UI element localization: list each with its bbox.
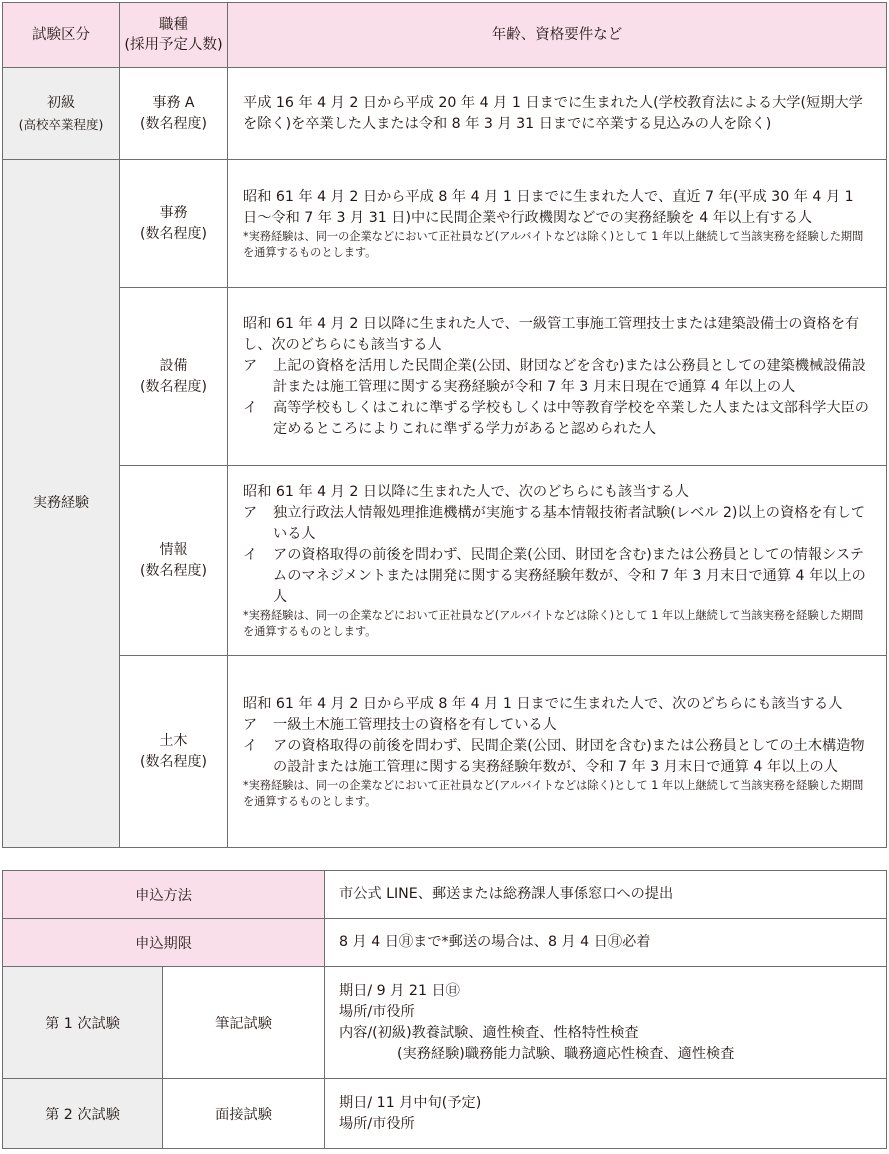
list-item: ア 独立行政法人情報処理推進機構が実施する基本情報技術者試験(レベル 2)以上の資格を有している人 — [243, 505, 866, 542]
application-method-label: 申込方法 — [3, 871, 325, 919]
list-item: ア 一級土木施工管理技士の資格を有している人 — [243, 717, 557, 733]
table-row — [3, 919, 887, 967]
requirements-table — [2, 2, 887, 848]
requirement-jimu: 昭和 61 年 4 月 2 日から平成 8 年 4 月 1 日までに生まれた人で、直近 7 年(平成 30 年 4 月 1 日〜令和 7 年 3 月 31 日)中に民間企業や行政機関などでの実務経験を 4 年以上有する人 *実務経験は、同一の企業などにおいて正社員など(アルバイトなどは除く)として 1 年以上継続して当該実務を経験した期間を通算するものとします。 — [228, 160, 887, 288]
list-item: イ アの資格取得の前後を問わず、民間企業(公団、財団を含む)または公務員としての土木構造物の設計または施工管理に関する実務経験年数が、令和 7 年 3 月末日で通算 4 年以上の人 — [243, 738, 865, 775]
header-requirements: 年齢、資格要件など — [228, 3, 887, 68]
job-jimu-a: 事務 A (数名程度) — [120, 68, 228, 160]
exam1-type: 筆記試験 — [163, 967, 325, 1079]
exam1-label: 第 1 次試験 — [3, 967, 163, 1079]
application-method-value: 市公式 LINE、郵送または総務課人事係窓口への提出 — [325, 871, 887, 919]
category-jitsumu: 実務経験 — [3, 160, 120, 848]
table-row — [3, 656, 887, 848]
table-row — [3, 871, 887, 919]
experience-note: *実務経験は、同一の企業などにおいて正社員など(アルバイトなどは除く)として 1 年以上継続して当該実務を経験した期間を通算するものとします。 — [243, 230, 864, 259]
table-row — [3, 466, 887, 656]
exam2-label: 第 2 次試験 — [3, 1079, 163, 1149]
exam1-details: 期日/ 9 月 21 日㊐ 場所/市役所 内容/(初級)教養試験、適性検査、性格特性検査 (実務経験)職務能力試験、職務適応性検査、適性検査 — [325, 967, 887, 1079]
table-row — [3, 1079, 887, 1149]
header-exam-category: 試験区分 — [3, 3, 120, 68]
table-row — [3, 68, 887, 160]
requirement-setsubi: 昭和 61 年 4 月 2 日以降に生まれた人で、一級管工事施工管理技士または建築設備士の資格を有し、次のどちらにも該当する人 ア 上記の資格を活用した民間企業(公団、財団などを含む)または公務員としての建築機械設備設計または施工管理に関する実務経験が令和 7 年 3 月末日現在で通算 4 年以上の人 イ 高等学校もしくはこれに準ずる学校もしくは中等教育学校を卒業した人または文部科学大臣の定めるところによりこれに準ずる学力があると認められた人 — [228, 288, 887, 466]
job-doboku: 土木 (数名程度) — [120, 656, 228, 848]
requirement-jimu-a: 平成 16 年 4 月 2 日から平成 20 年 4 月 1 日までに生まれた人(学校教育法による大学(短期大学を除く)を卒業した人または令和 8 年 3 月 31 日までに卒業する見込みの人を除く) — [228, 68, 887, 160]
exam2-details: 期日/ 11 月中旬(予定) 場所/市役所 — [325, 1079, 887, 1149]
table-row — [3, 288, 887, 466]
requirement-joho: 昭和 61 年 4 月 2 日以降に生まれた人で、次のどちらにも該当する人 ア 独立行政法人情報処理推進機構が実施する基本情報技術者試験(レベル 2)以上の資格を有している人 イ アの資格取得の前後を問わず、民間企業(公団、財団を含む)または公務員としての情報システムのマネジメントまたは開発に関する実務経験年数が、令和 7 年 3 月末日で通算 4 年以上の人 *実務経験は、同一の企業などにおいて正社員など(アルバイトなどは除く)として 1 年以上継続して当該実務を経験した期間を通算するものとします。 — [228, 466, 887, 656]
table-row — [3, 967, 887, 1079]
experience-note: *実務経験は、同一の企業などにおいて正社員など(アルバイトなどは除く)として 1 年以上継続して当該実務を経験した期間を通算するものとします。 — [243, 779, 864, 808]
job-setsubi: 設備 (数名程度) — [120, 288, 228, 466]
application-deadline-label: 申込期限 — [3, 919, 325, 967]
job-jimu: 事務 (数名程度) — [120, 160, 228, 288]
application-table — [2, 870, 887, 1149]
application-deadline-value: 8 月 4 日㊊まで*郵送の場合は、8 月 4 日㊊必着 — [325, 919, 887, 967]
header-row — [3, 3, 887, 68]
list-item: イ 高等学校もしくはこれに準ずる学校もしくは中等教育学校を卒業した人または文部科学大臣の定めるところによりこれに準ずる学力があると認められた人 — [243, 400, 869, 437]
job-joho: 情報 (数名程度) — [120, 466, 228, 656]
table-row — [3, 160, 887, 288]
header-job-type: 職種 (採用予定人数) — [120, 3, 228, 68]
list-item: イ アの資格取得の前後を問わず、民間企業(公団、財団を含む)または公務員としての情報システムのマネジメントまたは開発に関する実務経験年数が、令和 7 年 3 月末日で通算 4 年以上の人 — [243, 547, 866, 605]
list-item: ア 上記の資格を活用した民間企業(公団、財団などを含む)または公務員としての建築機械設備設計または施工管理に関する実務経験が令和 7 年 3 月末日現在で通算 4 年以上の人 — [243, 358, 866, 395]
exam2-type: 面接試験 — [163, 1079, 325, 1149]
requirement-doboku: 昭和 61 年 4 月 2 日から平成 8 年 4 月 1 日までに生まれた人で、次のどちらにも該当する人 ア 一級土木施工管理技士の資格を有している人 イ アの資格取得の前後を問わず、民間企業(公団、財団を含む)または公務員としての土木構造物の設計または施工管理に関する実務経験年数が、令和 7 年 3 月末日で通算 4 年以上の人 *実務経験は、同一の企業などにおいて正社員など(アルバイトなどは除く)として 1 年以上継続して当該実務を経験した期間を通算するものとします。 — [228, 656, 887, 848]
experience-note: *実務経験は、同一の企業などにおいて正社員など(アルバイトなどは除く)として 1 年以上継続して当該実務を経験した期間を通算するものとします。 — [243, 609, 864, 638]
category-shokkyu: 初級 (高校卒業程度) — [3, 68, 120, 160]
